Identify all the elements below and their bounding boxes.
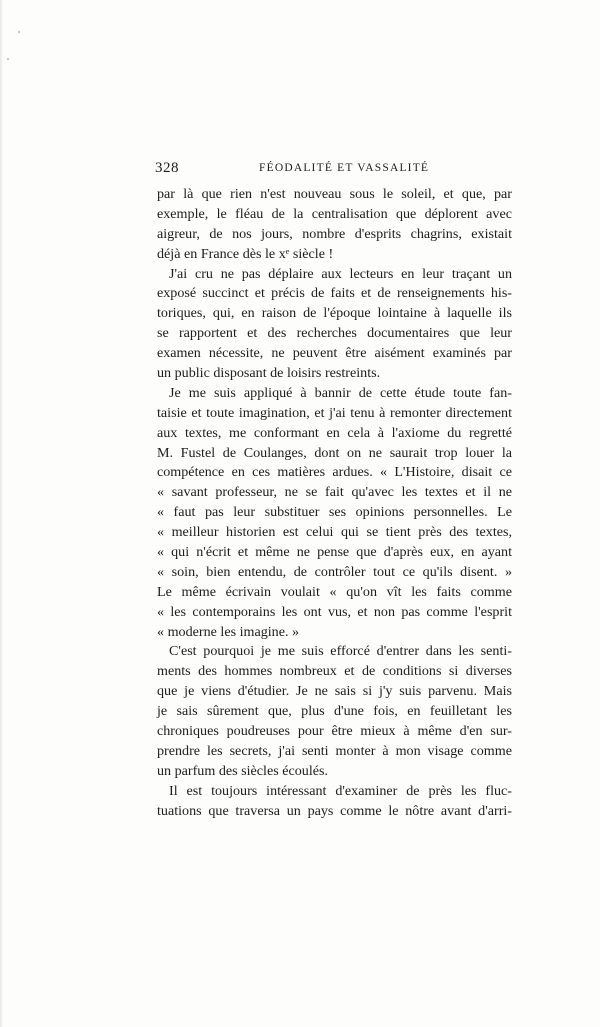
text-line: un public disposant de loisirs restreints. (157, 365, 381, 382)
text-line: M. Fustel de Coulanges, dont on ne saurait trop louer la (157, 444, 512, 461)
page-number: 328 (155, 160, 179, 176)
text-line: J'ai cru ne pas déplaire aux lecteurs en leur traçant un (169, 265, 512, 282)
text-line: que je viens d'étudier. Je ne sais si j'y suis parvenu. Mais (157, 683, 512, 700)
paper-speck (18, 31, 20, 33)
text-line: C'est pourquoi je me suis efforcé d'entrer dans les senti- (169, 643, 512, 660)
text-line: un parfum des siècles écoulés. (157, 762, 329, 779)
text-line: compétence en ces matières ardues. « L'Histoire, disait ce (157, 464, 512, 481)
text-line: toriques, qui, en raison de l'époque lointaine à laquelle ils (157, 305, 512, 322)
text-line: taisie et toute imagination, et j'ai tenu à remonter directement (157, 404, 512, 421)
text-line: par là que rien n'est nouveau sous le soleil, et que, par (157, 186, 512, 202)
text-line: Le même écrivain voulait « qu'on vît les faits comme (157, 583, 512, 600)
text-line: aigreur, de nos jours, nombre d'esprits chagrins, existait (157, 225, 512, 242)
text-line: « les contemporains les ont vus, et non pas comme l'esprit (157, 603, 512, 620)
page-header (155, 160, 512, 180)
text-line: « savant professeur, ne se fait qu'avec les textes et il ne (157, 484, 512, 501)
page-edge-shadow (0, 0, 3, 1027)
text-line: « soin, bien entendu, de contrôler tout ce qu'ils disent. » (157, 563, 512, 580)
running-title: FÉODALITÉ ET VASSALITÉ (259, 162, 430, 174)
text-line: « qui n'écrit et même ne pense que d'après eux, en ayant (157, 544, 512, 561)
text-line: exposé succinct et précis de faits et de renseignements his- (157, 285, 512, 302)
body-text (157, 185, 512, 822)
text-line: « meilleur historien est celui qui se tient près des textes, (157, 524, 512, 541)
text-line: aux textes, me conformant en cela à l'axiome du regretté (157, 424, 512, 441)
text-line: Je me suis appliqué à bannir de cette étude toute fan- (169, 384, 512, 401)
text-line: prendre les secrets, j'ai senti monter à mon visage comme (157, 742, 512, 759)
text-line: Il est toujours intéressant d'examiner de près les fluc- (169, 782, 512, 799)
text-line: examen nécessite, ne peuvent être aisément examinés par (157, 345, 512, 362)
text-line: je sais sûrement que, plus d'une fois, en feuilletant les (157, 703, 512, 720)
text-line: « faut pas leur substituer ses opinions personnelles. Le (157, 504, 512, 521)
text-line: tuations que traversa un pays comme le nôtre avant d'arri- (157, 802, 512, 819)
text-line: exemple, le fléau de la centralisation que déplorent avec (157, 205, 512, 222)
paper-speck (7, 58, 9, 60)
text-line: ments des hommes nombreux et de conditions si diverses (157, 663, 512, 680)
text-line: chroniques poudreuses pour être mieux à même d'en sur- (157, 723, 512, 740)
text-line: « moderne les imagine. » (157, 623, 300, 640)
text-line: déjà en France dès le xᵉ siècle ! (157, 245, 334, 262)
text-line: se rapportent et des recherches documentaires que leur (157, 325, 512, 342)
